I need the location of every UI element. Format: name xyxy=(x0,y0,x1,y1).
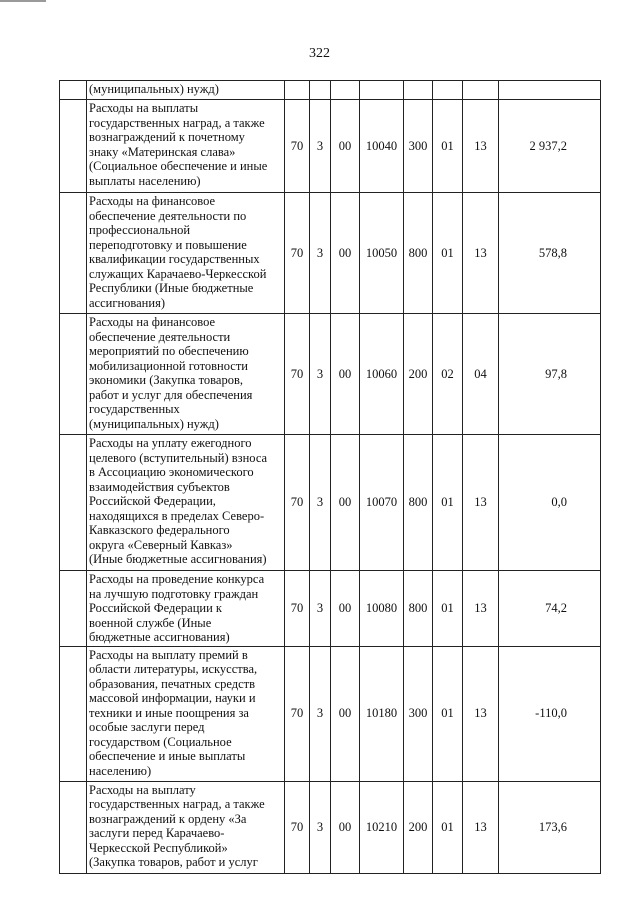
budget-table xyxy=(59,80,601,874)
table-row xyxy=(60,314,601,435)
code-cell-1: 70 xyxy=(285,314,310,435)
code-cell-3: 00 xyxy=(331,314,360,435)
code-cell-3: 00 xyxy=(331,646,360,781)
amount-cell: 173,6 xyxy=(499,781,601,873)
code-cell-3: 00 xyxy=(331,781,360,873)
code-cell-5: 800 xyxy=(404,571,433,647)
code-cell-7: 13 xyxy=(463,571,499,647)
table-row xyxy=(60,435,601,571)
amount-cell: -110,0 xyxy=(499,646,601,781)
code-cell-3: 00 xyxy=(331,571,360,647)
code-cell-2: 3 xyxy=(310,435,331,571)
code-cell-5: 800 xyxy=(404,435,433,571)
amount-cell: 578,8 xyxy=(499,193,601,314)
code-cell-7: 13 xyxy=(463,100,499,193)
amount-cell: 74,2 xyxy=(499,571,601,647)
row-number-cell xyxy=(60,571,87,647)
code-cell-6: 01 xyxy=(433,571,463,647)
page-number: 322 xyxy=(309,46,330,61)
row-number-cell xyxy=(60,100,87,193)
code-cell-1: 70 xyxy=(285,571,310,647)
code-cell-2: 3 xyxy=(310,193,331,314)
code-cell-4: 10210 xyxy=(360,781,404,873)
code-cell-7: 04 xyxy=(463,314,499,435)
code-cell-4: 10040 xyxy=(360,100,404,193)
code-cell-2: 3 xyxy=(310,100,331,193)
code-cell-6: 02 xyxy=(433,314,463,435)
description-cell: Расходы на выплату премий в области литературы, искусства, образования, печатных средств массовой информации, науки и техники и иные поощрения за особые заслуги перед государством (Социальное обеспечение и иные выплаты населению) xyxy=(87,646,285,781)
amount-cell: 97,8 xyxy=(499,314,601,435)
description-cell: Расходы на уплату ежегодного целевого (вступительный) взноса в Ассоциацию экономического взаимодействия субъектов Российской Федерации, находящихся в пределах Северо- Кавказского федерального округа «Северный Кавказ» (Иные бюджетные ассигнования) xyxy=(87,435,285,571)
row-number-cell xyxy=(60,646,87,781)
table-row xyxy=(60,193,601,314)
code-cell-6: 01 xyxy=(433,100,463,193)
row-number-cell xyxy=(60,193,87,314)
code-cell-4: 10080 xyxy=(360,571,404,647)
description-cell: Расходы на финансовое обеспечение деятельности мероприятий по обеспечению мобилизационной готовности экономики (Закупка товаров, работ и услуг для обеспечения государственных (муниципальных) нужд) xyxy=(87,314,285,435)
code-cell-3: 00 xyxy=(331,435,360,571)
row-number-cell xyxy=(60,81,87,100)
code-cell-1: 70 xyxy=(285,646,310,781)
code-cell-5: 200 xyxy=(404,781,433,873)
table-row xyxy=(60,571,601,647)
code-cell-3: 00 xyxy=(331,100,360,193)
code-cell-6: 01 xyxy=(433,646,463,781)
code-cell-7: 13 xyxy=(463,435,499,571)
code-cell-4: 10050 xyxy=(360,193,404,314)
code-cell-5: 300 xyxy=(404,100,433,193)
code-cell-4: 10060 xyxy=(360,314,404,435)
description-cell: (муниципальных) нужд) xyxy=(87,81,285,100)
code-cell-5: 200 xyxy=(404,314,433,435)
row-number-cell xyxy=(60,781,87,873)
row-number-cell xyxy=(60,435,87,571)
table-row-continuation xyxy=(60,81,601,100)
code-cell-5: 800 xyxy=(404,193,433,314)
code-cell-7: 13 xyxy=(463,781,499,873)
table-row xyxy=(60,646,601,781)
description-cell: Расходы на проведение конкурса на лучшую подготовку граждан Российской Федерации к военной службе (Иные бюджетные ассигнования) xyxy=(87,571,285,647)
code-cell-6: 01 xyxy=(433,781,463,873)
code-cell-2: 3 xyxy=(310,314,331,435)
amount-cell: 0,0 xyxy=(499,435,601,571)
code-cell-2: 3 xyxy=(310,571,331,647)
code-cell-3: 00 xyxy=(331,193,360,314)
amount-cell: 2 937,2 xyxy=(499,100,601,193)
row-number-cell xyxy=(60,314,87,435)
code-cell-1: 70 xyxy=(285,435,310,571)
code-cell-1: 70 xyxy=(285,193,310,314)
code-cell-1: 70 xyxy=(285,781,310,873)
code-cell-6: 01 xyxy=(433,193,463,314)
code-cell-2: 3 xyxy=(310,781,331,873)
description-cell: Расходы на финансовое обеспечение деятельности по профессиональной переподготовку и повышение квалификации государственных служащих Карачаево-Черкесской Республики (Иные бюджетные ассигнования) xyxy=(87,193,285,314)
code-cell-4: 10180 xyxy=(360,646,404,781)
table-row xyxy=(60,100,601,193)
code-cell-5: 300 xyxy=(404,646,433,781)
scan-edge-mark xyxy=(0,0,46,2)
code-cell-7: 13 xyxy=(463,193,499,314)
code-cell-4: 10070 xyxy=(360,435,404,571)
table-row xyxy=(60,781,601,873)
code-cell-6: 01 xyxy=(433,435,463,571)
description-cell: Расходы на выплаты государственных наград, а также вознаграждений к почетному знаку «Материнская слава» (Социальное обеспечение и иные выплаты населению) xyxy=(87,100,285,193)
code-cell-1: 70 xyxy=(285,100,310,193)
code-cell-7: 13 xyxy=(463,646,499,781)
description-cell: Расходы на выплату государственных наград, а также вознаграждений к ордену «За заслуги перед Карачаево- Черкесской Республикой» (Закупка товаров, работ и услуг xyxy=(87,781,285,873)
code-cell-2: 3 xyxy=(310,646,331,781)
